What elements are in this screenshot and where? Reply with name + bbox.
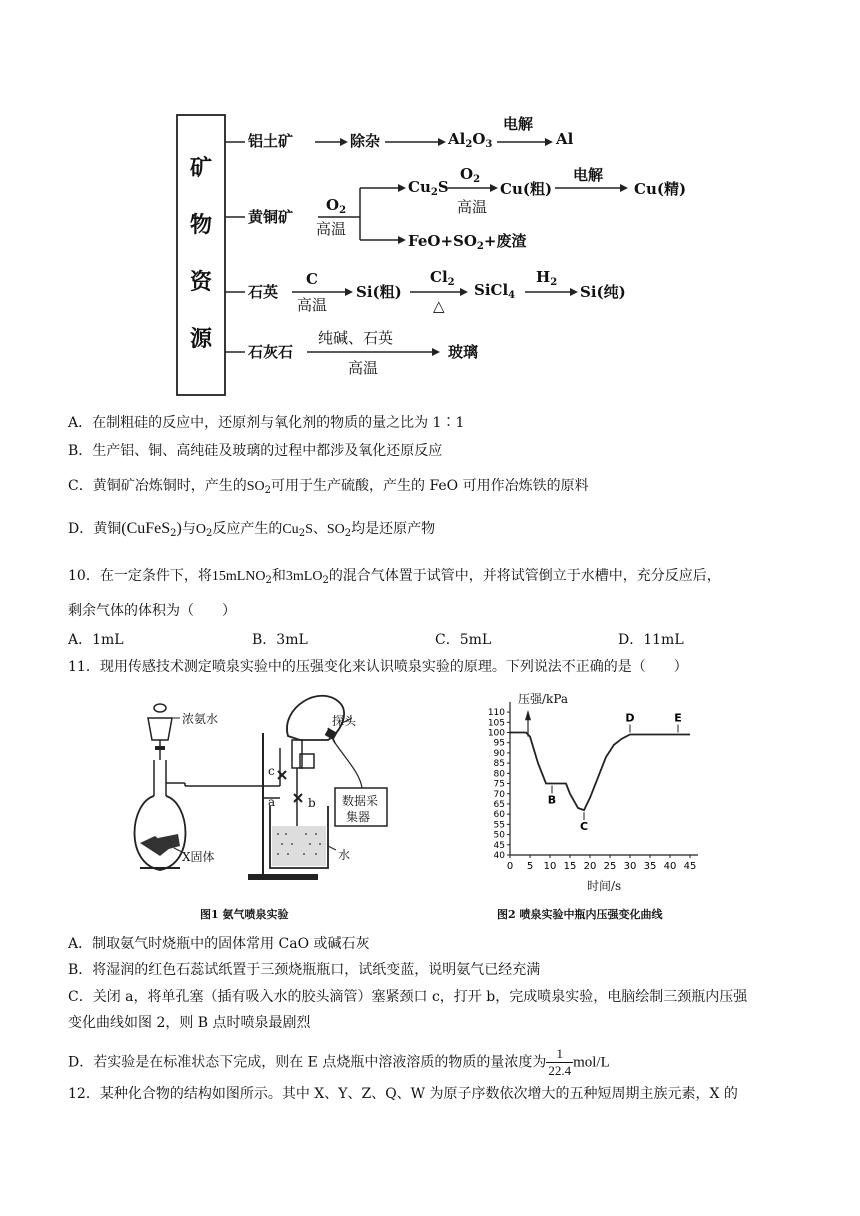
ore-limestone: 石灰石 [248,343,294,361]
q9-option-d: D．黄铜(CuFeS$_2$)与$O_2$反应产生的$Cu_2S$、$SO_2$均是还原产物 [68,520,436,539]
cond-soda-quartz: 纯碱、石英 [318,329,394,347]
figure2-caption: 图2 喷泉实验中瓶内压强变化曲线 [497,908,663,921]
step-purify: 除杂 [350,132,381,150]
ore-quartz: 石英 [248,283,279,301]
cond-electrolysis-cu: 电解 [573,166,604,184]
cond-o2: $O_2$ [326,196,347,216]
sicl4: SiCl$_4$ [474,281,516,301]
root-char: 矿 [189,155,212,181]
x-tick-label: 10 [543,861,557,872]
y-tick-label: 50 [493,830,505,841]
q11-option-d: D．若实验是在标准状态下完成，则在 E 点烧瓶中溶液溶质的物质的量浓度为 $\frac{1}{22.4}$ mol/L [68,1046,610,1078]
root-char: 物 [189,212,212,238]
pressure-curve-chart [478,690,718,900]
cond-high-temp: 高温 [316,220,347,238]
q11-stem: 11．现用传感技术测定喷泉实验中的压强变化来认识喷泉实验的原理。下列说法不正确的是（ ） [68,659,688,675]
fountain-apparatus-figure [130,688,410,888]
q10-option-c: C．5mL [435,632,492,648]
y-tick-label: 75 [493,779,505,790]
q11-option-a: A．制取氨气时烧瓶中的固体常用 CaO 或碱石灰 [68,936,370,952]
x-tick-label: 25 [603,861,617,872]
point-label-D: D [625,711,635,725]
label-collector-1: 数据采 [342,794,379,808]
x-tick-label: 0 [506,861,514,872]
feo-products: $FeO+SO_2+$废渣 [408,232,527,252]
cu2s: $Cu_2S$ [408,178,449,198]
q12-stem: 12．某种化合物的结构如图所示。其中 X、Y、Z、Q、W 为原子序数依次增大的五种短周期主族元素，X 的 [68,1086,738,1102]
ore-bauxite: 铝土矿 [248,132,294,150]
alumina: $Al_2O_3$ [448,130,493,150]
si-crude: Si(粗) [356,283,402,301]
si-pure: Si(纯) [580,283,626,301]
y-tick-label: 95 [493,738,505,749]
q11-option-c-line2: 变化曲线如图 2，则 B 点时喷泉最剧烈 [68,1015,311,1031]
q10-option-d: D．11mL [618,632,684,648]
y-tick-label: 85 [493,759,505,770]
q9-option-c: C．黄铜矿冶炼铜时，产生的$SO_2$可用于生产硫酸，产生的 FeO 可用作冶炼铁的原料 [68,478,589,496]
root-char: 资 [189,269,212,295]
y-tick-label: 80 [493,769,505,780]
fraction: $\frac{1}{22.4}$ [548,1046,572,1078]
figure1-caption: 图1 氨气喷泉实验 [200,908,289,921]
q11-option-c-line1: C．关闭 a，将单孔塞（插有吸入水的胶头滴管）塞紧颈口 c，打开 b，完成喷泉实验，电脑绘制三颈瓶内压强 [68,989,748,1005]
x-tick-label: 20 [583,861,597,872]
cond-high-temp-glass: 高温 [348,359,379,377]
label-a: a [268,795,276,809]
q11-option-b: B．将湿润的红色石蕊试纸置于三颈烧瓶瓶口，试纸变蓝，说明氨气已经充满 [68,962,541,978]
chart-xlabel: 时间/s [587,879,622,893]
cond-high-temp-second: 高温 [457,198,488,216]
pressure-curve-line [510,733,690,811]
glass: 玻璃 [448,343,479,361]
cu-crude: Cu(粗) [500,180,553,198]
x-tick-label: 30 [623,861,637,872]
y-tick-label: 60 [493,810,505,821]
cond-heat: △ [433,297,445,315]
cond-h2: $H_2$ [536,268,558,288]
label-probe: 探头 [332,714,357,728]
cond-o2-second: $O_2$ [460,165,481,185]
q10-option-b: B．3mL [252,632,308,648]
ore-chalcopyrite: 黄铜矿 [248,208,294,226]
x-tick-label: 40 [663,861,677,872]
label-collector-2: 集器 [346,810,371,824]
q9-option-b: B．生产铝、铜、高纯硅及玻璃的过程中都涉及氧化还原反应 [68,443,443,459]
label-solid-x: X固体 [182,850,215,864]
q10-stem: 10．在一定条件下，将15mLNO$_2$和3mLO$_2$的混合气体置于试管中，并将试管倒立于水槽中，充分反应后， [68,568,721,586]
cond-carbon: C [306,270,318,288]
x-tick-label: 15 [563,861,577,872]
y-tick-label: 105 [487,718,505,729]
y-tick-label: 45 [493,840,505,851]
root-char: 源 [189,326,212,352]
aluminum: Al [556,130,574,148]
y-tick-label: 70 [493,789,505,800]
label-water: 水 [338,848,351,862]
y-tick-label: 110 [487,708,505,719]
y-tick-label: 65 [493,799,505,810]
mineral-root-label [183,140,219,368]
start-arrow-head [525,710,531,720]
y-tick-label: 55 [493,820,505,831]
label-c: c [268,764,275,778]
chart-ylabel: 压强/kPa [518,692,569,706]
x-tick-label: 5 [526,861,534,872]
q9-option-a: A．在制粗硅的反应中，还原剂与氧化剂的物质的量之比为 1∶1 [68,415,465,431]
y-tick-label: 100 [487,728,505,739]
point-label-E: E [674,711,682,725]
x-tick-label: 35 [643,861,657,872]
cond-cl2: $Cl_2$ [430,268,455,288]
y-tick-label: 90 [493,748,505,759]
label-b: b [308,796,316,810]
cond-high-temp-si: 高温 [297,296,328,314]
label-ammonia-water: 浓氨水 [182,712,219,726]
point-label-C: C [579,820,589,834]
cu-refined: Cu(精) [634,180,687,198]
y-tick-label: 40 [493,851,505,861]
q10-stem-line2: 剩余气体的体积为（ ） [68,603,236,619]
x-tick-label: 45 [683,861,697,872]
cond-electrolysis: 电解 [503,115,534,133]
point-label-B: B [547,793,557,807]
q10-option-a: A．1mL [68,632,124,648]
